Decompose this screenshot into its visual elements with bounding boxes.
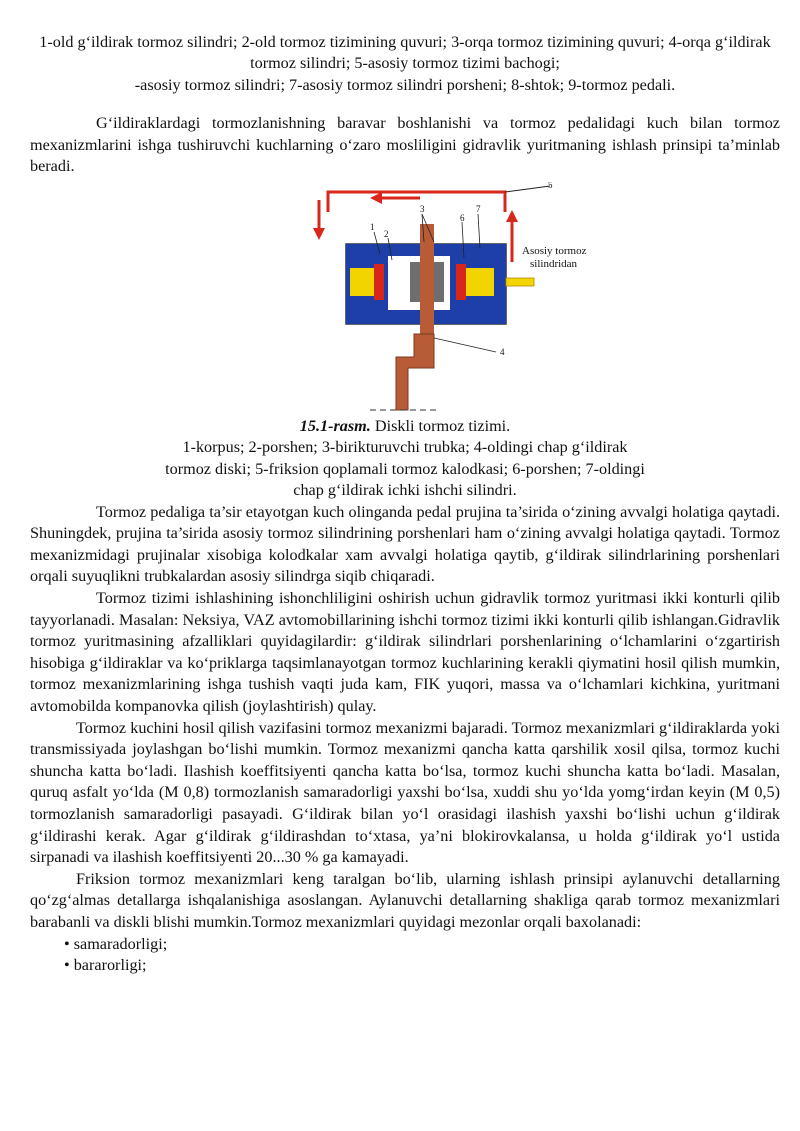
body-paragraph: Tormoz tizimi ishlashining ishonchliligini oshirish uchun gidravlik tormoz yuritmasi ikki konturli qilib tayyorlanadi. Masalan: Neksiya, VAZ avtomobillarining ishchi tormoz tizimi ikki konturli qilib ishlangan.Gidravlik tormoz yuritmasining afzalliklari quyidagilardir: g‘ildirak silindrlari porshenlarining o‘lchamlarini o‘zgartirish hisobiga g‘ildiraklar va ko‘priklarga taqsimlanayotgan tormoz kuchlarining kerakli qiymatini hosil qilish mumkin, tormoz mexanizmlarining ishga tushish vaqti juda kam, FIK yuqori, massa va o‘lchamlari kichkina, yuritmani avtomobilda kompanovka qilish (joylashtirish) qulay.	[30, 589, 780, 715]
previous-figure-caption	[30, 32, 780, 96]
body-paragraph: Tormoz kuchini hosil qilish vazifasini tormoz mexanizmi bajaradi. Tormoz mexanizmlari g‘ildiraklarda yoki transmissiyada joylashgan bo‘lishi mumkin. Tormoz mexanizmi qancha katta qarshilik xosil qilsa, tormoz kuchi shuncha katta bo‘ladi. Ilashish koeffitsiyenti qancha katta bo‘lsa, tormoz kuchi shuncha katta bo‘ladi. Masalan, quruq asfalt yo‘lda (M 0,8) tormozlanish samaradorligi yaxshi bo‘lsa, xuddi shu yo‘lda yomg‘irdan keyin (M 0,5) tormozlanish samaradorligi pasayadi. G‘ildirak bilan yo‘l orasidagi ilashish yaxshi bo‘lishi uchun g‘ildirak g‘ildirashi kerak. Agar g‘ildirak g‘ildirashdan to‘xtasa, ya’ni blokirovkalansa, u holda g‘ildirak yo‘l ustida sirpanadi va ilashish koeffitsiyenti 20...30 % ga kamayadi.	[30, 718, 780, 867]
callout-1: 1	[370, 222, 375, 232]
callout-4: 4	[500, 347, 505, 357]
callout-5: 5	[548, 182, 553, 190]
list-item: • samaradorligi;	[64, 934, 168, 953]
caption-line: chap g‘ildirak ichki ishchi silindri.	[293, 481, 517, 500]
figure-label: Asosiy tormoz silindridan	[522, 245, 587, 270]
caption-line: tormoz diski; 5-friksion qoplamali tormoz kalodkasi; 6-porshen; 7-oldingi	[165, 459, 645, 478]
callout-2: 2	[384, 229, 389, 239]
figure-caption	[30, 416, 780, 502]
right-pad	[434, 262, 444, 302]
body-paragraph: Tormoz pedaliga ta’sir etayotgan kuch olinganda pedal prujina ta’sirida o‘zining avvalgi holatiga qaytadi. Shuningdek, prujina ta’sirida asosiy tormoz silindrining porshenlari ham o‘zining avvalgi holatiga qaytadi. Tormoz mexanizmidagi prujinalar xisobiga kolodkalar xam avvalgi holatiga qaytib, g‘ildirak silindrlarining porshenlari orqali suyuqlikni trubkalardan asosiy silindrga siqib chiqaradi.	[30, 502, 780, 586]
caption-line: 1-korpus; 2-porshen; 3-birikturuvchi trubka; 4-oldingi chap g‘ildirak	[182, 438, 628, 457]
callout-3: 3	[420, 204, 425, 214]
callout-line	[505, 186, 550, 192]
body-paragraph: Friksion tormoz mexanizmlari keng taralgan bo‘lib, ularning ishlash prinsipi aylanuvchi detallarning qo‘zg‘almas detallarga ishqalanishiga asoslangan. Aylanuvchi detallarning shakliga qarab tormoz mexanizmlari barabanli va diskli blishi mumkin.Tormoz mexanizmlari quyidagi mezonlar orqali baxolanadi:	[30, 869, 780, 931]
callout-6: 6	[460, 213, 465, 223]
figure-title: Diskli tormoz tizimi.	[374, 417, 511, 435]
intro-paragraph: G‘ildiraklardagi tormozlanishning baravar boshlanishi va tormoz pedalidagi kuch bilan tormoz mexanizmlarini ishga tushiruvchi kuchlarning o‘zaro mosliligini gidravlik yuritmaning ishlash prinsipi ta’minlab beradi.	[30, 114, 780, 176]
left-pad	[410, 262, 420, 302]
callout-7: 7	[476, 204, 481, 214]
disc-brake-figure	[30, 182, 780, 414]
arrow-down-icon	[313, 228, 325, 240]
figure-number: 15.1-rasm.	[299, 417, 371, 435]
disc-brake-diagram	[310, 182, 610, 414]
document-page	[30, 32, 780, 977]
caption-line: 1-old g‘ildirak tormoz silindri; 2-old tormoz tizimining quvuri; 3-orqa tormoz tizimining quvuri; 4-orqa g‘ildirak tormoz silindri; 5-asosiy tormoz tizimi bachogi;	[39, 33, 771, 73]
list-item: • bararorligi;	[64, 956, 147, 975]
brake-disc	[420, 224, 434, 334]
arrow-head-icon	[370, 192, 382, 204]
caption-line: -asosiy tormoz silindri; 7-asosiy tormoz silindri porsheni; 8-shtok; 9-tormoz pedali.	[134, 75, 676, 94]
arrow-up-icon	[506, 210, 518, 222]
